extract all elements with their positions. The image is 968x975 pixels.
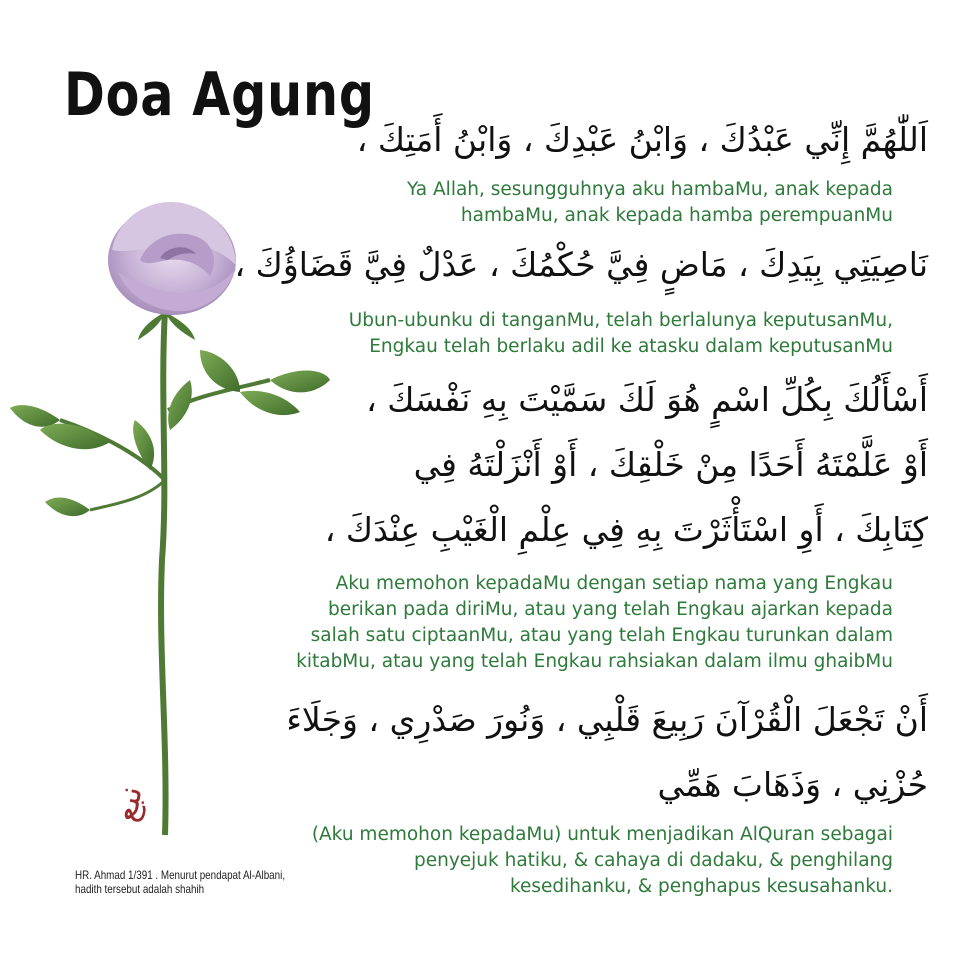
hadith-source: HR. Ahmad 1/391 . Menurut pendapat Al-Albani, hadith tersebut adalah shahih <box>75 868 286 896</box>
page-title: Doa Agung <box>64 60 375 130</box>
translation-text: Aku memohon kepadaMu dengan setiap nama yang Engkau berikan pada diriMu, atau yang telah Engkau ajarkan kepada salah satu ciptaanMu, atau yang telah Engkau turunkan dalam kitabMu, atau yang telah Engkau rahsiakan dalam ilmu ghaibMu <box>296 573 893 672</box>
arabic-line: أَنْ تَجْعَلَ الْقُرْآنَ رَبِيعَ قَلْبِي ، وَنُورَ صَدْرِي ، وَجَلَاءَ <box>286 700 928 739</box>
arabic-line: نَاصِيَتِي بِيَدِكَ ، مَاضٍ فِيَّ حُكْمُكَ ، عَدْلٌ فِيَّ قَضَاؤُكَ ، <box>234 245 928 284</box>
arabic-line: كِتَابِكَ ، أَوِ اسْتَأْثَرْتَ بِهِ فِي عِلْمِ الْغَيْبِ عِنْدَكَ ، <box>324 510 928 549</box>
translation-text: (Aku memohon kepadaMu) untuk menjadikan AlQuran sebagai penyejuk hatiku, & cahaya di dadaku, & penghilang kesedihanku, & penghapus kesusahanku. <box>311 824 893 897</box>
translation-text: Ubun-ubunku di tanganMu, telah berlalunya keputusanMu, Engkau telah berlaku adil ke atasku dalam keputusanMu <box>348 310 893 357</box>
watermark-signature: نبع <box>105 783 150 825</box>
arabic-line: أَوْ عَلَّمْتَهُ أَحَدًا مِنْ خَلْقِكَ ، أَوْ أَنْزَلْتَهُ فِي <box>413 445 928 484</box>
translation-text: Ya Allah, sesungguhnya aku hambaMu, anak kepada hambaMu, anak kepada hamba perempuanMu <box>407 179 893 226</box>
arabic-line: اَللّٰهُمَّ إِنِّي عَبْدُكَ ، وَابْنُ عَبْدِكَ ، وَابْنُ أَمَتِكَ ، <box>356 120 928 159</box>
arabic-line: أَسْأَلُكَ بِكُلِّ اسْمٍ هُوَ لَكَ سَمَّيْتَ بِهِ نَفْسَكَ ، <box>366 380 928 419</box>
arabic-line: حُزْنِي ، وَذَهَابَ هَمِّي <box>657 765 928 804</box>
